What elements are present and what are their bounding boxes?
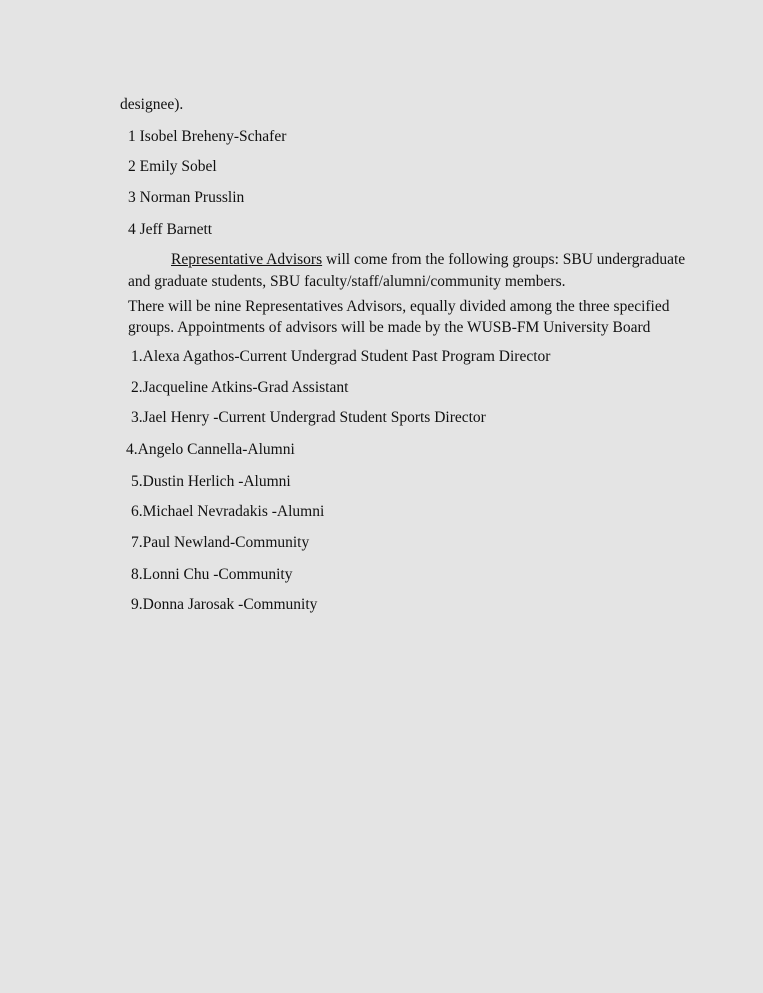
advisor-item: 4.Angelo Cannella-Alumni <box>126 441 295 458</box>
para1-line2: and graduate students, SBU faculty/staff/alumni/community members. <box>128 273 566 290</box>
board-member: 4 Jeff Barnett <box>128 221 213 238</box>
advisor-item: 2.Jacqueline Atkins-Grad Assistant <box>131 379 349 396</box>
para2-line1: There will be nine Representatives Advisors, equally divided among the three specified <box>128 298 670 315</box>
intro-text: designee). <box>120 96 184 113</box>
para1-line1 <box>171 251 685 269</box>
advisor-item: 7.Paul Newland-Community <box>131 534 310 551</box>
advisor-item: 5.Dustin Herlich -Alumni <box>131 473 291 490</box>
para2-line2: groups. Appointments of advisors will be made by the WUSB-FM University Board <box>128 319 651 336</box>
advisor-item: 1.Alexa Agathos-Current Undergrad Student Past Program Director <box>131 348 551 365</box>
advisor-item: 6.Michael Nevradakis -Alumni <box>131 503 325 520</box>
board-member: 2 Emily Sobel <box>128 158 217 175</box>
para1-text: will come from the following groups: SBU undergraduate <box>322 251 686 268</box>
advisor-item: 9.Donna Jarosak -Community <box>131 596 318 613</box>
board-member: 1 Isobel Breheny-Schafer <box>128 128 287 145</box>
board-member: 3 Norman Prusslin <box>128 189 245 206</box>
advisor-item: 8.Lonni Chu -Community <box>131 566 293 583</box>
advisor-item: 3.Jael Henry -Current Undergrad Student Sports Director <box>131 409 486 426</box>
representative-advisors-term: Representative Advisors <box>171 251 323 268</box>
